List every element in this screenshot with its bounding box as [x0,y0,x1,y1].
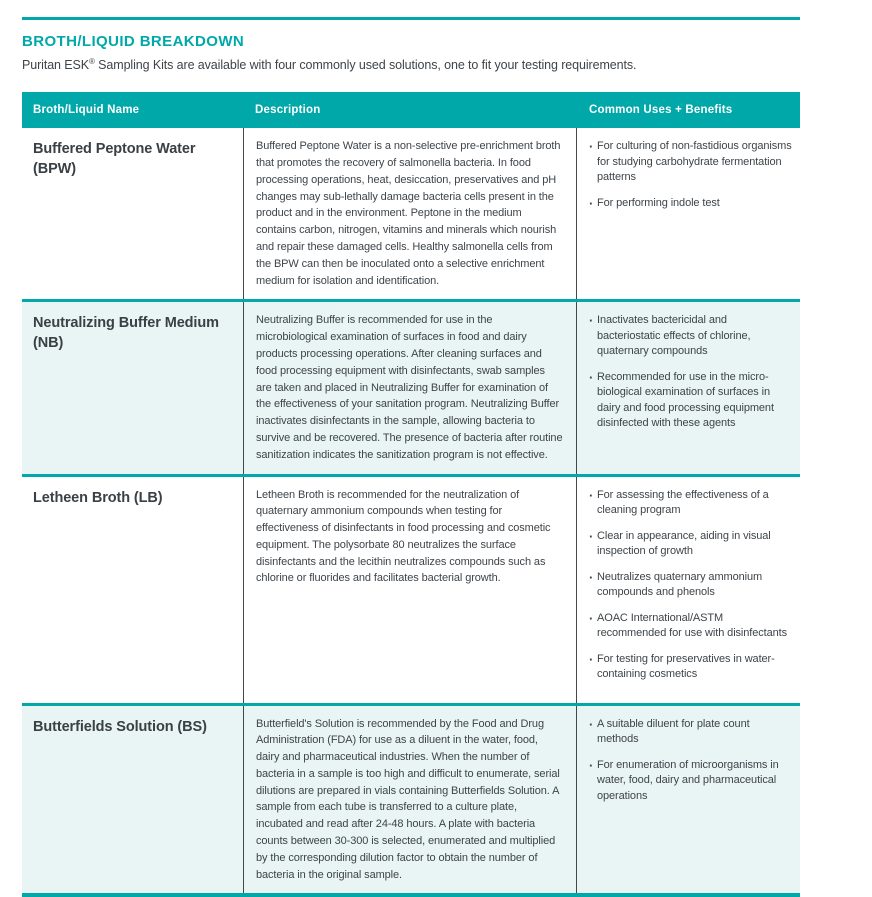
broth-name: Butterfields Solution (BS) [33,718,207,735]
bullet-icon: · [589,528,594,544]
benefit-item [589,488,792,519]
table-row [22,703,800,894]
benefit-item [589,313,792,360]
bullet-icon: · [589,610,594,626]
benefit-item [589,370,792,432]
broth-description: Butterfield's Solution is recommended by the Food and Drug Administration (FDA) for use as a diluent in the water, food, dairy and pharmaceutical industries. When the number of bacteria in a sample is too high and difficult to enumerate, serial dilutions are prepared in vials containing Butterfields Solution. A sample from each tube is transferred to a culture plate, incubated and read after 24-48 hours. A plate with bacteria counts between 30-300 is selected, enumerated and multiplied by the corresponding dilution factor to obtain the number of bacteria in the original sample. [243,706,577,894]
page-content [22,17,800,897]
benefit-item [589,717,792,748]
benefit-text: For culturing of non-fastidious organisms for studying carbohydrate fermentation patterns [597,140,792,184]
bullet-icon: · [589,369,594,385]
benefit-text: A suitable diluent for plate count methods [597,717,750,745]
benefit-text: Clear in appearance, aiding in visual inspection of growth [597,529,771,557]
registered-mark: ® [89,57,95,66]
broth-description: Buffered Peptone Water is a non-selective pre-enrichment broth that promotes the recovery of salmonella bacteria. In food processing operations, heat, desiccation, preservatives and pH changes may sub-lethally damage bacteria cells present in the product and in the environment. Peptone in the medium contains carbon, nitrogen, vitamins and minerals which nourish and repair these damaged cells. Healthy salmonella cells from the BPW can then be inoculated onto a selective enrichment medium for isolation and identification. [243,128,577,299]
column-header-broth-name: Broth/Liquid Name [33,104,140,117]
benefit-text: For assessing the effectiveness of a cleaning program [597,488,769,516]
broth-name: Buffered Peptone Water (BPW) [33,141,196,178]
benefit-item [589,611,792,642]
benefit-text: AOAC International/ASTM recommended for use with disinfectants [597,611,788,639]
broth-name: Neutralizing Buffer Medium (NB) [33,315,219,352]
bullet-icon: · [589,716,594,732]
benefit-text: For testing for preservatives in water-containing cosmetics [597,652,775,680]
bullet-icon: · [589,195,594,211]
page-subtitle [22,57,800,72]
benefit-item [589,529,792,560]
benefit-text: Inactivates bactericidal and bacteriostatic effects of chlorine, quaternary compounds [597,314,751,358]
column-header-description: Description [255,104,321,117]
broth-benefits [577,477,800,703]
broth-benefits [577,128,800,299]
benefit-item [589,758,792,805]
bullet-icon: · [589,651,594,667]
broth-description: Letheen Broth is recommended for the neutralization of quaternary ammonium compounds when testing for effectiveness of disinfectants in food processing and cosmetic equipment. The polysorbate 80 neutralizes the surface disinfectants and the lecithin neutralizes compounds such as chlorine or fluorides and facilitates bacterial growth. [243,477,577,703]
broth-name: Letheen Broth (LB) [33,489,163,506]
benefit-text: For enumeration of microorganisms in water, food, dairy and pharmaceutical operations [597,758,779,802]
table-row [22,299,800,473]
page-title: BROTH/LIQUID BREAKDOWN [22,33,245,50]
benefit-text: Neutralizes quaternary ammonium compounds and phenols [597,570,763,598]
column-header-common-uses: Common Uses + Benefits [589,104,733,117]
bullet-icon: · [589,569,594,585]
benefit-item [589,139,792,186]
benefit-item [589,196,792,212]
bullet-icon: · [589,139,594,155]
benefit-item [589,570,792,601]
benefit-text: Recommended for use in the micro-biological examination of surfaces in dairy and food processing equipment disinfected with these agents [597,370,774,430]
benefit-item [589,652,792,683]
subtitle-brand: Puritan ESK [22,58,89,73]
benefit-text: For performing indole test [597,196,720,209]
table-row [22,474,800,703]
broth-description: Neutralizing Buffer is recommended for use in the microbiological examination of surfaces in food and dairy products processing operations. After cleaning surfaces and food processing equipment with disinfectants, swab samples are taken and placed in Neutralizing Buffer for examination of the effectiveness of your sanitation program. Neutralizing Buffer inactivates disinfectants in the sample, allowing bacteria to survive and be recovered. The presence of bacteria after routine sanitization indicates the sanitization program is not effective. [243,302,577,473]
bullet-icon: · [589,487,594,503]
broth-benefits [577,302,800,473]
bullet-icon: · [589,313,594,329]
subtitle-text: Sampling Kits are available with four commonly used solutions, one to fit your testing requirements. [94,58,637,73]
bullet-icon: · [589,757,594,773]
table-header-row [22,92,800,128]
broth-liquid-table [22,92,800,897]
table-row [22,128,800,299]
top-divider-rule [22,17,800,20]
broth-benefits [577,706,800,894]
